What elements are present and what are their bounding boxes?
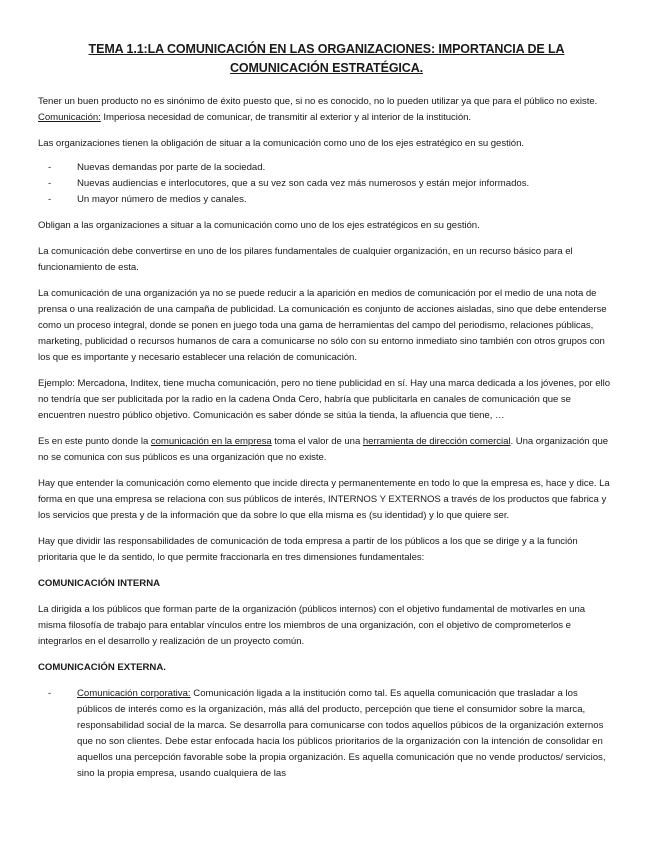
- reasons-list: [38, 160, 615, 208]
- heading-comunicacion-interna: COMUNICACIÓN INTERNA: [38, 578, 161, 589]
- text-span: toma el valor de una: [271, 436, 363, 447]
- paragraph-obligan: Obligan a las organizaciones a situar a la comunicación como uno de los ejes estratégicos en su gestión.: [38, 220, 480, 231]
- list-item: - Un mayor número de medios y canales.: [38, 192, 615, 208]
- corporativa-text: Comunicación ligada a la institución como tal. Es aquella comunicación que trasladar a los públicos de interés como es la organización, más allá del producto, percepción que tiene el consumidor sobre la marca, responsabilidad social de la marca. Se desarrolla para comunicarse con todos aquellos púbicos de la organización externos que no son clientes. Debe estar enfocada hacia los públicos prioritarios de la organización con la intención de consolidar en aquellos una percepción favorable sobe la propia organización. Es aquella comunicación que no vende productos/ servicios, sino la propia empresa, usando cualquiera de las: [77, 688, 606, 779]
- paragraph-entender: Hay que entender la comunicación como elemento que incide directa y permanentemente en todo lo que la empresa es, hace y dice. La forma en que una empresa se relaciona con sus públicos de interés, INTERNOS Y EXTERNOS a través de los productos que fabrica y los servicios que presta y de la información que da sobre lo que ella misma es (su identidad) y lo que quiere ser.: [38, 478, 610, 521]
- paragraph-obligation: Las organizaciones tienen la obligación de situar a la comunicación como uno de los ejes estratégico en su gestión.: [38, 138, 524, 149]
- text-span: Es en este punto donde la: [38, 436, 151, 447]
- page-title: TEMA 1.1:LA COMUNICACIÓN EN LAS ORGANIZACIONES: IMPORTANCIA DE LA COMUNICACIÓN ESTRATÉGICA.: [88, 42, 565, 75]
- term-herramienta-direccion: herramienta de dirección comercial: [362, 436, 511, 447]
- paragraph-ejemplo: Ejemplo: Mercadona, Inditex, tiene mucha comunicación, pero no tiene publicidad en sí. Hay una marca dedicada a los jóvenes, por ello no tendría que ser publicitada por la radio en la cadena Onda Cero, habría que publicitarla en canales de comunicación que se encuentren nuestro público objetivo. Comunicación es saber dónde se sitúa la tienda, la afluencia que tiene, …: [38, 378, 610, 421]
- list-item: - Nuevas demandas por parte de la sociedad.: [38, 160, 615, 176]
- paragraph-proceso-integral: La comunicación de una organización ya no se puede reducir a la aparición en medios de comunicación por el medio de una nota de prensa o una realización de una campaña de publicidad. La comunicación es conjunto de acciones aisladas, sino que debe entenderse como un proceso integral, donde se ponen en juego toda una gama de herramientas del campo del periodismo, relaciones públicas, marketing, publicidad o recursos humanos de cara a comunicarse no sólo con su entorno inmediato sino también con otros grupos con los que es importante y necesario establecer una relación de comunicación.: [38, 288, 607, 363]
- list-item: - Nuevas audiencias e interlocutores, que a su vez son cada vez más numerosos y están mejor informados.: [38, 176, 615, 192]
- term-comunicacion-corporativa: Comunicación corporativa:: [77, 688, 191, 699]
- paragraph-herramienta: [38, 434, 615, 466]
- text-span: . Una organización que no se comunica con sus públicos es una organización que no existe.: [38, 436, 609, 463]
- paragraph-interna: La dirigida a los públicos que forman parte de la organización (públicos internos) con el objetivo fundamental de motivarles en una misma filosofía de trabajo para entablar vínculos entre los miembros de una organización, con el objetivo de comprometerlos e integrarlos en el desarrollo y realización de un proyecto común.: [38, 604, 586, 647]
- paragraph-pilares: La comunicación debe convertirse en uno de los pilares fundamentales de cualquier organización, en un recurso básico para el funcionamiento de esta.: [38, 246, 573, 273]
- paragraph-intro: [38, 94, 615, 126]
- list-item-corporativa: [38, 686, 615, 782]
- heading-comunicacion-externa: COMUNICACIÓN EXTERNA.: [38, 662, 166, 673]
- term-comunicacion: Comunicación:: [38, 112, 101, 123]
- dash-marker: -: [48, 688, 52, 699]
- intro-definition: Imperiosa necesidad de comunicar, de transmitir al exterior y al interior de la institución.: [100, 112, 472, 123]
- intro-text: Tener un buen producto no es sinónimo de éxito puesto que, si no es conocido, no lo pueden utilizar ya que para el público no existe.: [38, 96, 598, 107]
- paragraph-dividir: Hay que dividir las responsabilidades de comunicación de toda empresa a partir de los públicos a los que se dirige y a la función prioritaria que le da sentido, lo que permite fraccionarla en tres dimensiones fundamentales:: [38, 536, 578, 563]
- term-comunicacion-empresa: comunicación en la empresa: [150, 436, 272, 447]
